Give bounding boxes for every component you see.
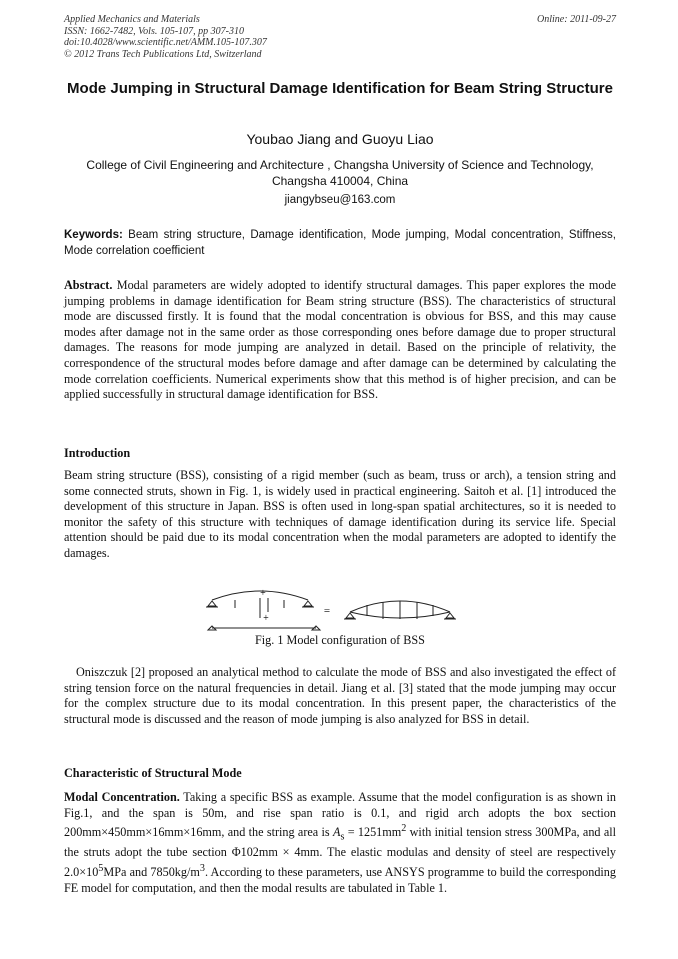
formula-symbol: A — [332, 825, 341, 840]
formula-superscript: 2 — [401, 823, 407, 835]
plus-sign-top: + — [260, 588, 266, 599]
figure-1-caption: Fig. 1 Model configuration of BSS — [255, 633, 425, 647]
exponent: 3 — [199, 862, 205, 874]
keywords-label: Keywords: — [64, 229, 123, 241]
support-right-icon — [446, 613, 454, 618]
support-left-icon — [346, 613, 354, 618]
journal-doi[interactable]: doi:10.4028/www.scientific.net/AMM.105-107.307 — [64, 37, 267, 48]
tube-section-formula: Φ102mm × 4mm — [231, 845, 320, 860]
exponent: 5 — [98, 862, 104, 874]
modal-concentration-paragraph — [64, 790, 616, 896]
paragraph-text: MPa and 7850kg/m — [103, 864, 200, 879]
modal-concentration-label: Modal Concentration. — [64, 790, 180, 804]
paragraph-text: with initial tension stress 300MPa, and all the struts adopt the tube section — [64, 825, 617, 860]
paragraph-text: . According to these parameters, use ANSYS programme to build the corresponding FE model for computation, and then the modal results are tabulated in Table 1. — [64, 864, 616, 895]
introduction-paragraph-1: Beam string structure (BSS), consisting of a rigid member (such as beam, truss or arch), a tension string and some connected struts, shown in Fig. 1, is widely used in practical engineering. Saitoh et al. [1] introduced the development of this structure in Japan. BSS is often used in long-span spatial architectures, so it is needed to monitor the safety of this structure with techniques of damage identification during its service life. Special attention should be paid due to its modal concentration when the modal parameters are adopted to identify the damages. — [64, 468, 616, 560]
online-date: Online: 2011-09-27 — [537, 14, 616, 25]
author-email[interactable]: jiangybseu@163.com — [284, 194, 396, 206]
formula-value: = 1251mm — [344, 825, 402, 840]
formula-subscript: s — [340, 831, 345, 843]
support-right-icon — [304, 601, 312, 606]
author-affiliation: College of Civil Engineering and Architecture , Changsha University of Science and Technology, Changsha 410004, China — [86, 158, 594, 188]
paragraph-text: . The elastic modulas and density of steel are respectively 2.0×10 — [64, 845, 617, 879]
figure-1-bss-model — [200, 584, 480, 634]
introduction-paragraph-2: Oniszczuk [2] proposed an analytical method to calculate the mode of BSS and also investigated the effect of string tension force on the natural frequencies in detail. Jiang et al. [3] stated that the mode jumping may occur for the complex structure due to its modal concentration. In this present paper, the characteristics of the structural mode is discussed and the reason of mode jumping is also analyzed for BSS in detail. — [64, 665, 616, 726]
plus-sign-bottom: + — [263, 613, 269, 624]
introduction-heading: Introduction — [64, 446, 131, 460]
support-left-icon — [208, 601, 216, 606]
string-area-formula — [332, 823, 407, 843]
paper-title: Mode Jumping in Structural Damage Identification for Beam String Structure — [67, 80, 613, 97]
paragraph-text: Taking a specific BSS as example. Assume that the model configuration is as shown in Fig.1, and the span is 50m, and rise span ratio is 0.1, and rigid arch adopts the box section 200mm×450mm×16mm×16mm, and the string area is — [64, 790, 617, 840]
equals-sign: = — [323, 605, 331, 617]
paper-authors: Youbao Jiang and Guoyu Liao — [246, 131, 434, 147]
keywords-text: Beam string structure, Damage identification, Mode jumping, Modal concentration, Stiffness, Mode correlation coefficient — [64, 229, 617, 257]
keywords — [64, 228, 616, 259]
journal-header — [64, 14, 616, 60]
abstract-text: Modal parameters are widely adopted to identify structural damages. This paper explores the mode jumping problems in damage identification for Beam string structure (BSS). The characteristics of structural mode are discussed firstly. It is found that the modal concentration is obvious for BSS, and this may cause modes after damage not in the same order as those corresponding ones before damage due to proper structural damages. The reasons for mode jumping are analyzed in detail. Based on the principle of relativity, the correspondence of the structural modes before damage and after damage can be determined by calculating the mode correlation coefficients. Numerical experiments show that this method is of higher precision, and can be applied successfully in structural damage identification for BSS. — [64, 278, 616, 402]
journal-issn: ISSN: 1662-7482, Vols. 105-107, pp 307-310 — [64, 25, 244, 37]
journal-copyright: © 2012 Trans Tech Publications Ltd, Switzerland — [64, 48, 262, 60]
section-2-heading: Characteristic of Structural Mode — [64, 766, 242, 780]
abstract-label: Abstract. — [64, 278, 113, 292]
bss-combined-model — [344, 601, 456, 619]
abstract — [64, 278, 616, 403]
journal-name: Applied Mechanics and Materials — [64, 14, 200, 25]
